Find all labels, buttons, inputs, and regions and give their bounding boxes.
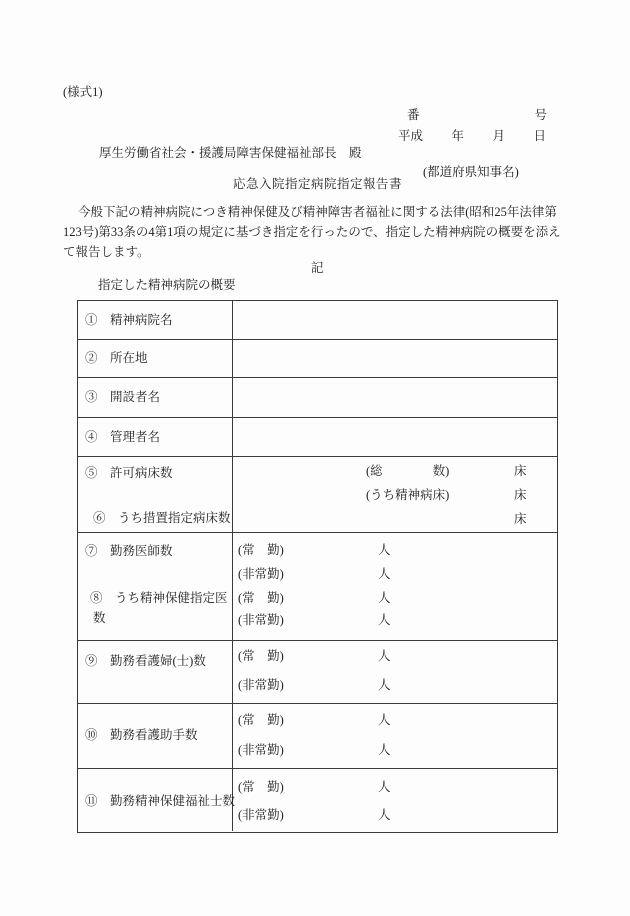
value-paren-label: (常 勤) [238, 780, 284, 794]
month-label: 月 [492, 129, 505, 143]
row-label: ③ 開設者名 [85, 390, 161, 405]
row-value-cell [233, 533, 557, 640]
row-label: ⑤ 許可病床数 [85, 466, 173, 480]
value-unit-label: 人 [378, 543, 391, 557]
value-line [366, 513, 527, 526]
value-unit-label: 人 [378, 613, 391, 627]
table-row [78, 301, 557, 340]
value-blank-area [233, 340, 557, 377]
form-code-label: (様式1) [63, 85, 103, 99]
row-value-cell [233, 704, 557, 768]
row-label-cell [78, 457, 233, 532]
document-title: 応急入院指定病院指定報告書 [233, 177, 403, 191]
value-paren-label: (うち精神病床) [366, 488, 450, 502]
value-line [238, 568, 391, 581]
value-unit-label: 床 [514, 464, 527, 478]
value-blank-area [233, 378, 557, 417]
table-row [78, 641, 557, 704]
row-label: ② 所在地 [85, 351, 148, 366]
value-line [238, 781, 391, 794]
value-paren-label: (常 勤) [238, 713, 284, 727]
row-label-cell [78, 641, 233, 703]
value-line [366, 465, 527, 478]
value-paren-label: (常 勤) [238, 543, 284, 557]
row-value-cell [233, 769, 557, 831]
row-label-cell [78, 378, 233, 417]
value-line [238, 714, 391, 727]
table-row [78, 418, 557, 457]
value-unit-label: 床 [514, 488, 527, 502]
value-unit-label: 床 [514, 512, 527, 526]
prefect-governor-name: (都道府県知事名) [423, 165, 519, 179]
value-unit-label: 人 [378, 678, 391, 692]
table-row [78, 340, 557, 378]
row-sub-label: ⑧ うち精神保健指定医 [90, 591, 228, 605]
value-line [238, 744, 391, 757]
value-unit-label: 人 [378, 649, 391, 663]
row-label-cell [78, 533, 233, 640]
day-label: 日 [533, 129, 546, 143]
row-label: ⑩ 勤務看護助手数 [85, 728, 198, 742]
table-caption: 指定した精神病院の概要 [98, 278, 236, 292]
body-paragraph [63, 202, 569, 262]
value-line [238, 809, 391, 822]
value-unit-label: 人 [378, 567, 391, 581]
row-label-cell [78, 704, 233, 768]
ki-marker: 記 [311, 261, 324, 275]
table-row [78, 378, 557, 418]
value-unit-label: 人 [378, 780, 391, 794]
value-paren-label: (非常勤) [238, 613, 284, 627]
body-line: 123号)第33条の4第1項の規定に基づき指定を行ったので、指定した精神病院の概要を添え [63, 225, 561, 239]
row-label: ① 精神病院名 [85, 312, 173, 327]
table-row [78, 704, 557, 769]
table-row [78, 457, 557, 533]
row-label: ⑪ 勤務精神保健福祉士数 [85, 794, 236, 808]
value-paren-label: (非常勤) [238, 808, 284, 822]
value-paren-label: (常 勤) [238, 649, 284, 663]
value-line [238, 544, 391, 557]
number-suffix-label: 号 [534, 108, 547, 122]
value-line [366, 489, 527, 502]
addressee-line: 厚生労働省社会・援護局障害保健福祉部長 殿 [99, 146, 362, 160]
row-sub-label-wrap: 数 [93, 611, 106, 625]
document-number-line [407, 109, 547, 122]
value-line [238, 679, 391, 692]
value-unit-label: 人 [378, 743, 391, 757]
value-paren-label: (常 勤) [238, 591, 284, 605]
body-line: 今般下記の精神病院につき精神保健及び精神障害者福祉に関する法律(昭和25年法律第 [78, 205, 557, 219]
row-label: ④ 管理者名 [85, 429, 161, 444]
row-sub-label: ⑥ うち措置指定病床数 [93, 511, 231, 525]
body-line: て報告します。 [63, 245, 150, 259]
value-paren-label: (非常勤) [238, 567, 284, 581]
value-line [238, 592, 391, 605]
value-paren-label: (非常勤) [238, 743, 284, 757]
table-row [78, 769, 557, 831]
year-label: 年 [451, 129, 464, 143]
value-unit-label: 人 [378, 713, 391, 727]
row-label-cell [78, 769, 236, 831]
row-value-cell [233, 457, 557, 532]
row-label: ⑨ 勤務看護婦(士)数 [85, 654, 206, 668]
value-blank-area [233, 418, 557, 456]
row-label: ⑦ 勤務医師数 [85, 544, 173, 558]
era-label: 平成 [398, 129, 424, 143]
row-value-cell [233, 641, 557, 703]
row-label-cell [78, 418, 233, 456]
value-paren-label: (総 数) [366, 464, 450, 478]
value-paren-label: (非常勤) [238, 678, 284, 692]
row-label-cell [78, 340, 233, 377]
value-line [238, 614, 391, 627]
row-label-cell [78, 301, 233, 339]
date-line [398, 130, 546, 143]
number-label: 番 [407, 108, 420, 122]
value-blank-area [233, 301, 557, 339]
value-line [238, 650, 391, 663]
table-row [78, 533, 557, 641]
value-unit-label: 人 [378, 591, 391, 605]
summary-table [77, 300, 558, 833]
value-unit-label: 人 [378, 808, 391, 822]
